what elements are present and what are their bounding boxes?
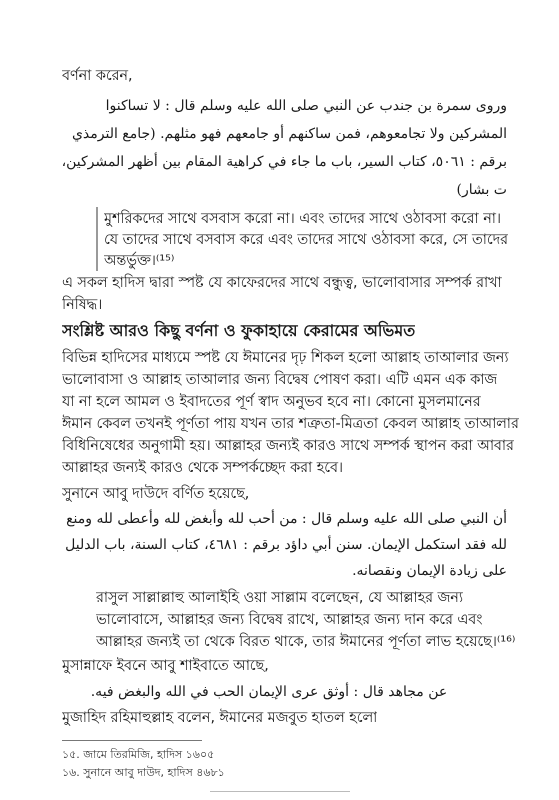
arabic-hadith-1-line-1: وروى سمرة بن جندب عن النبي صلى الله عليه وسلم قال : لا تساكنوا — [105, 98, 507, 114]
paragraph-3-line-2: ভালোবাসা ও আল্লাহ তাআলার জন্য বিদ্বেষ পোষণ করা। এটি এমন এক কাজ — [62, 372, 498, 388]
paragraph-3-line-5: বিধিনিষেধের অনুগামী হয়। আল্লাহর জন্যই কারও সাথে সম্পর্ক স্থাপন করা আবার — [62, 438, 514, 454]
arabic-hadith-1-line-3: برقم : ٥٠٦١، كتاب السير، باب ما جاء في كراهية المقام بين أظهر المشركين، — [62, 154, 507, 170]
arabic-hadith-2-line-1: أن النبي صلى الله عليه وسلم قال : من أحب لله وأبغض لله وأعطى لله ومنع — [66, 511, 507, 527]
arabic-hadith-1-line-2: المشركين ولا تجامعوهم، فمن ساكنهم أو جامعهم فهو مثلهم. (جامع الترمذي — [71, 126, 507, 142]
section-heading: সংশ্লিষ্ট আরও কিছু বর্ণনা ও ফুকাহায়ে কেরামের অভিমত — [62, 321, 416, 340]
paragraph-2-line-1: এ সকল হাদিস দ্বারা স্পষ্ট যে কাফেরদের সাথে বন্ধুত্ব, ভালোবাসার সম্পর্ক রাখা — [62, 275, 502, 291]
translation-1-line-2: যে তাদের সাথে বসবাস করে এবং তাদের সাথে ওঠাবসা করে, সে তাদের — [104, 232, 508, 248]
footnote-16: ১৬. সুনানে আবু দাউদ, হাদিস ৪৬৮১ — [62, 766, 225, 779]
paragraph-3-line-1: বিভিন্ন হাদিসের মাধ্যমে স্পষ্ট যে ঈমানের দৃঢ় শিকল হলো আল্লাহ তাআলার জন্য — [62, 350, 509, 366]
paragraph-3-line-3: যা না হলে আমল ও ইবাদতের পূর্ণ স্বাদ অনুভব হবে না। কোনো মুসলমানের — [62, 394, 481, 410]
translation-2-line-1: রাসুল সাল্লাল্লাহু আলাইহি ওয়া সাল্লাম বলেছেন, যে আল্লাহর জন্য — [96, 590, 463, 606]
translation-1-line-1: মুশরিকদের সাথে বসবাস করো না। এবং তাদের সাথে ওঠাবসা করো না। — [104, 211, 501, 227]
arabic-hadith-2-line-2: لله فقد استكمل الإيمان. سنن أبي داؤد برقم : ٤٦٨١، كتاب السنة، باب الدليل — [65, 537, 507, 553]
paragraph-3-line-6: আল্লাহর জন্যই কারও থেকে সম্পর্কচ্ছেদ করা হবে। — [62, 460, 344, 476]
footer-mark — [210, 791, 350, 796]
footnote-15: ১৫. জামে তিরমিজি, হাদিস ১৬০৫ — [62, 748, 215, 761]
translation-2-line-2: ভালোবাসে, আল্লাহর জন্য বিদ্বেষ রাখে, আল্লাহর জন্য দান করে এবং — [96, 612, 483, 628]
translation-2-line-3: আল্লাহর জন্যই তা থেকে বিরত থাকে, তার ঈমানের পূর্ণতা লাভ হয়েছে।⁽¹⁶⁾ — [96, 634, 516, 650]
paragraph-3-line-4: ঈমান কেবল তখনই পূর্ণতা পায় যখন তার শত্রুতা-মিত্রতা কেবল আল্লাহ তাআলার — [62, 416, 519, 432]
arabic-hadith-1-line-4: ت بشار) — [456, 182, 507, 198]
paragraph-6-line-1: মুজাহিদ রহিমাহুল্লাহ বলেন, ঈমানের মজবুত হাতল হলো — [62, 710, 378, 726]
arabic-quote-3: عن مجاهد قال : أوثق عرى الإيمان الحب في الله والبغض فيه. — [90, 684, 448, 700]
translation-1-line-3: অন্তর্ভুক্ত।⁽¹⁵⁾ — [104, 253, 175, 269]
footnote-rule — [62, 740, 202, 741]
paragraph-4-line-1: সুনানে আবু দাউদে বর্ণিত হয়েছে, — [62, 486, 250, 502]
quote-bar — [96, 207, 98, 271]
paragraph-5-line-1: মুসান্নাফে ইবনে আবু শাইবাতে আছে, — [62, 658, 269, 674]
arabic-hadith-2-line-3: على زيادة الإيمان ونقصانه. — [352, 563, 507, 579]
paragraph-2-line-2: নিষিদ্ধ। — [62, 297, 103, 313]
intro-line: বর্ণনা করেন, — [62, 68, 133, 84]
